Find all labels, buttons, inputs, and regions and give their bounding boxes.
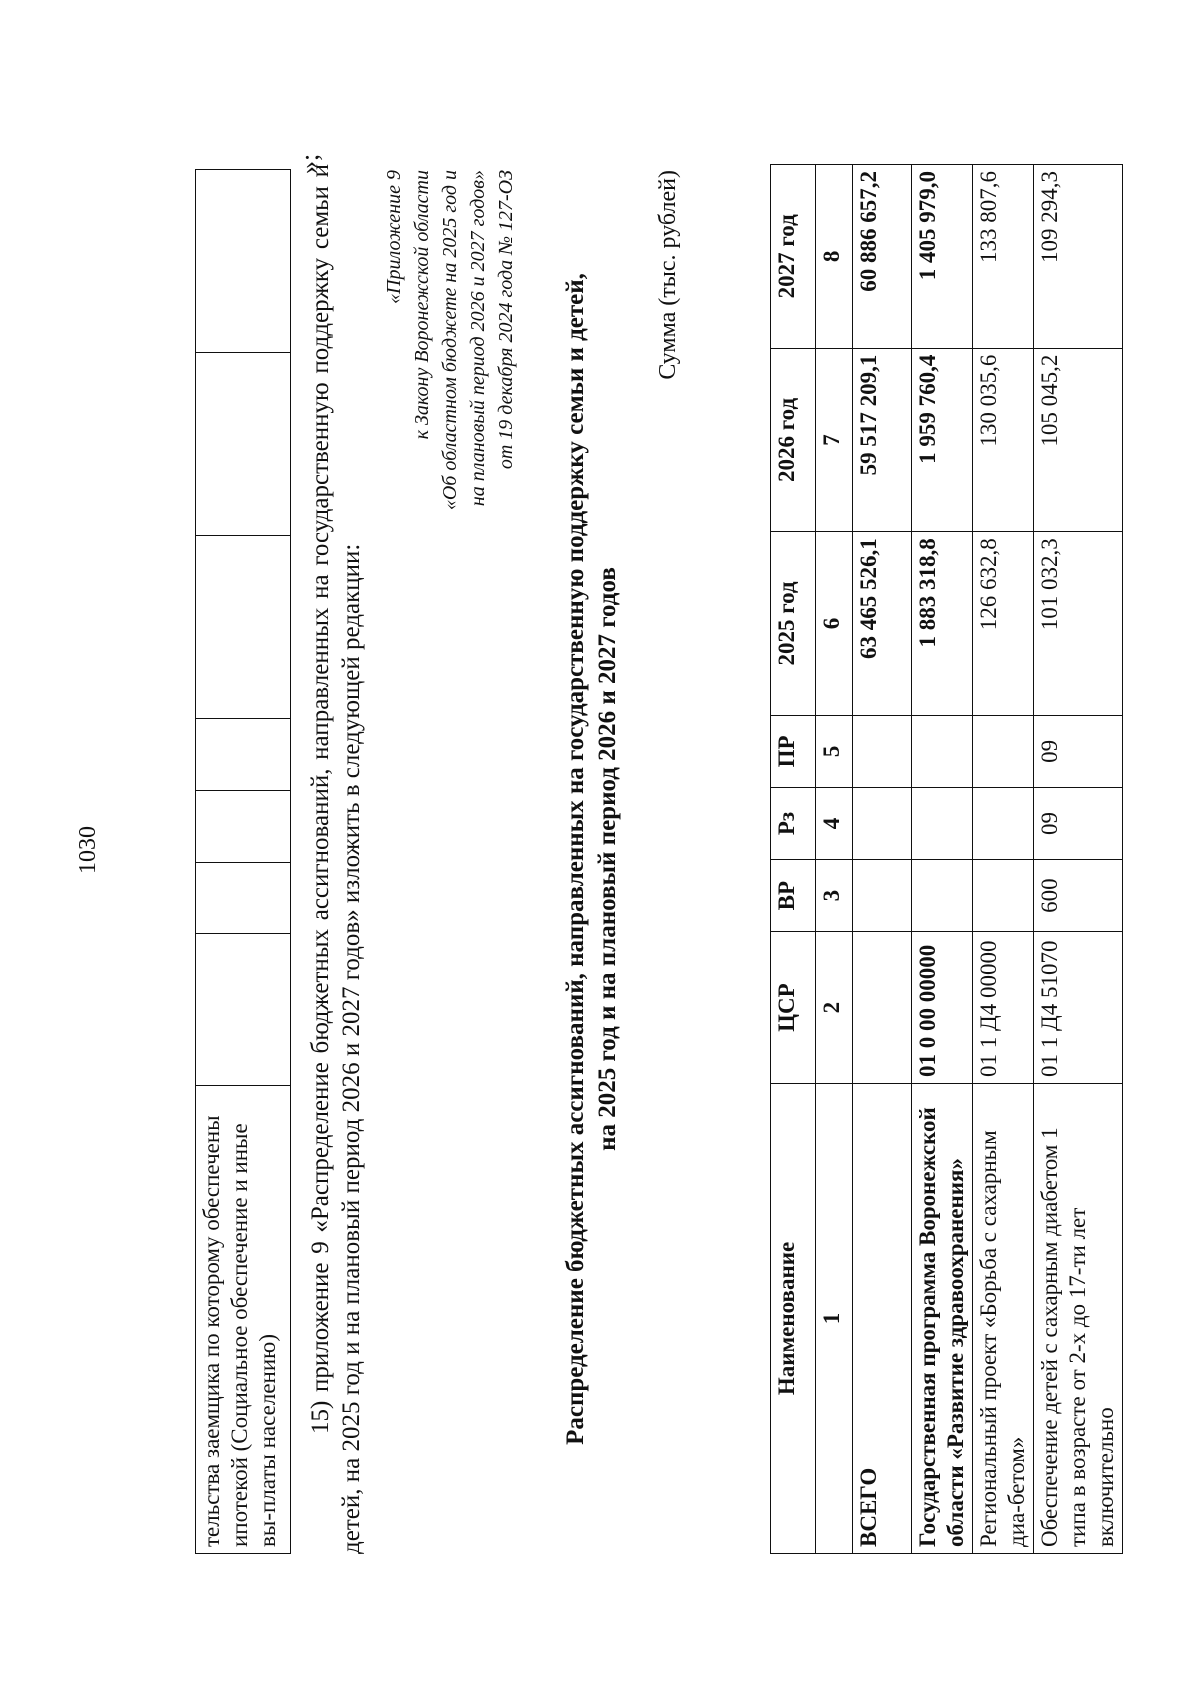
cell-2027: 60 886 657,2 [853, 165, 912, 349]
cell-csr: 01 1 Д4 51070 [1034, 932, 1123, 1084]
cell-pr [973, 715, 1034, 787]
column-number: 2 [816, 932, 853, 1084]
cell-pr: 09 [1034, 715, 1123, 787]
cell-name: Государственная программа Воронежской области «Развитие здравоохранения» [912, 1083, 973, 1553]
cell-2027: 1 405 979,0 [912, 165, 973, 349]
document-title [560, 164, 624, 1554]
cell-vr [912, 860, 973, 932]
cell-name: ВСЕГО [853, 1083, 912, 1553]
cell-2026: 59 517 209,1 [853, 348, 912, 532]
table-row [1034, 165, 1123, 1554]
header-2026: 2026 год [771, 348, 816, 532]
header-csr: ЦСР [771, 932, 816, 1084]
appendix-line: «Приложение 9 [383, 170, 405, 304]
column-number-row [816, 165, 853, 1554]
cell-vr: 600 [1034, 860, 1123, 932]
cell-csr: 01 0 00 00000 [912, 932, 973, 1084]
cell-2026: 1 959 760,4 [912, 348, 973, 532]
cell-2026: 105 045,2 [1034, 348, 1123, 532]
cell-name: Обеспечение детей с сахарным диабетом 1 типа в возрасте от 2-х до 17-ти лет включительно [1034, 1083, 1123, 1553]
cell-rz: 09 [1034, 787, 1123, 859]
cell-rz [973, 787, 1034, 859]
table-row [196, 170, 291, 1554]
header-2027: 2027 год [771, 165, 816, 349]
cell-2025: 126 632,8 [973, 532, 1034, 716]
cell-pr [853, 715, 912, 787]
appendix-line: на плановый период 2026 и 2027 годов» [467, 170, 489, 507]
appendix-line: к Закону Воронежской области [411, 170, 433, 440]
cell-2027: 109 294,3 [1034, 165, 1123, 349]
cell-rz [853, 787, 912, 859]
header-rz: Рз [771, 787, 816, 859]
header-name: Наименование [771, 1083, 816, 1553]
table-header-row [771, 165, 816, 1554]
top-table-fragment [195, 169, 291, 1554]
table-row [853, 165, 912, 1554]
column-number: 4 [816, 787, 853, 859]
cell-2026: 130 035,6 [973, 348, 1034, 532]
cell-2025: 63 465 526,1 [853, 532, 912, 716]
header-vr: ВР [771, 860, 816, 932]
cell-rz [912, 787, 973, 859]
title-line: на 2025 год и на плановый период 2026 и 2027 годов [594, 567, 621, 1151]
table-row [912, 165, 973, 1554]
units-label: Сумма (тыс. рублей) [655, 170, 681, 380]
cell-vr [973, 860, 1034, 932]
column-number: 5 [816, 715, 853, 787]
page-number: 1030 [75, 826, 101, 874]
cell-vr [853, 860, 912, 932]
cell-2025: 101 032,3 [1034, 532, 1123, 716]
appendix-line: от 19 декабря 2024 года № 127-ОЗ [495, 170, 517, 470]
cell-pr [912, 715, 973, 787]
column-number: 3 [816, 860, 853, 932]
fragment-text: тельства заемщика по которому обеспечены ипотекой (Социальное обеспечение и иные вы-платы населению) [196, 1085, 291, 1553]
cell-csr: 01 1 Д4 00000 [973, 932, 1034, 1084]
budget-table [770, 164, 1123, 1554]
closing-quote: »; [295, 153, 324, 174]
cell-2027: 133 807,6 [973, 165, 1034, 349]
column-number: 6 [816, 532, 853, 716]
cell-name: Региональный проект «Борьба с сахарным диа-бетом» [973, 1083, 1034, 1553]
appendix-line: «Об областном бюджете на 2025 год и [439, 170, 461, 511]
column-number: 1 [816, 1083, 853, 1553]
header-2025: 2025 год [771, 532, 816, 716]
column-number: 7 [816, 348, 853, 532]
title-line: Распределение бюджетных ассигнований, направленных на государственную поддержку семьи и детей, [562, 273, 589, 1445]
cell-csr [853, 932, 912, 1084]
cell-2025: 1 883 318,8 [912, 532, 973, 716]
table-row [973, 165, 1034, 1554]
appendix-header [380, 170, 520, 510]
amendment-paragraph: 15) приложение 9 «Распределение бюджетных ассигнований, направленных на государственную поддержку семьи и детей, на 2025 год и на плановый период 2026 и 2027 годов» изложить в следующей редакции: [307, 164, 365, 1554]
header-pr: ПР [771, 715, 816, 787]
column-number: 8 [816, 165, 853, 349]
